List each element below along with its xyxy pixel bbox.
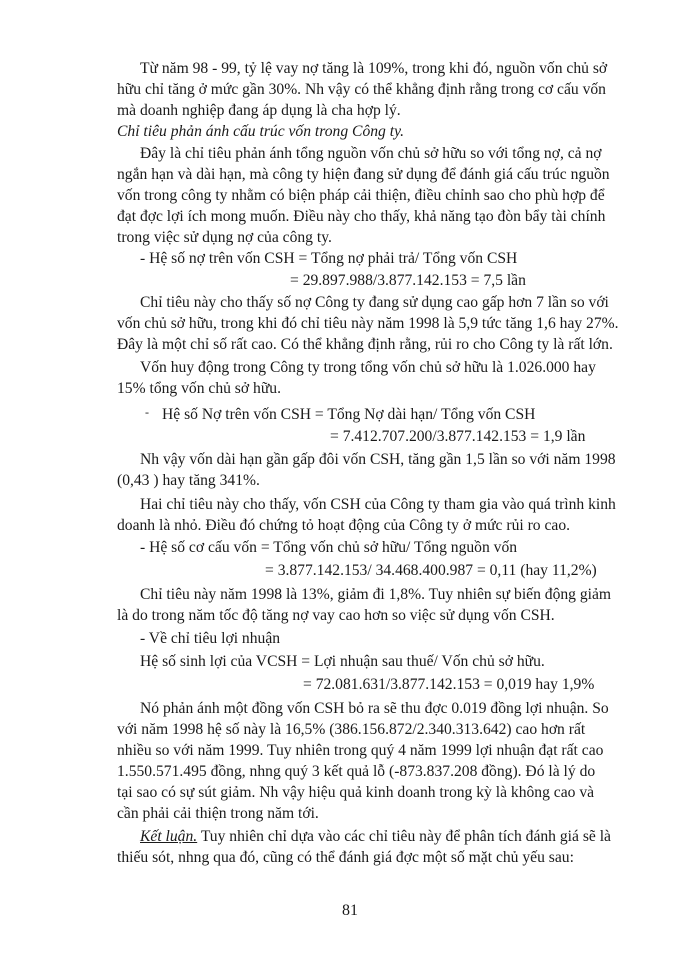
- conclusion-text: Tuy nhiên chỉ dựa vào các chỉ tiêu này để phân tích đánh giá sẽ là: [200, 828, 611, 845]
- bullet-marker: -: [145, 405, 149, 419]
- formula-line: - Hệ số nợ trên vốn CSH = Tổng nợ phải trả/ Tổng vốn CSH: [140, 250, 518, 267]
- text-line: với năm 1998 hệ số này là 16,5% (386.156.872/2.340.313.642) cao hơn rất: [117, 721, 586, 738]
- text-line: là do trong năm tốc độ tăng nợ vay cao hơn so việc sử dụng vốn CSH.: [117, 607, 555, 624]
- page-number: 81: [342, 902, 358, 919]
- formula-line: = 29.897.988/3.877.142.153 = 7,5 lần: [290, 272, 526, 289]
- text-line: Nó phản ánh một đồng vốn CSH bỏ ra sẽ thu đợc 0.019 đồng lợi nhuận. So: [140, 700, 609, 717]
- text-line: (0,43 ) hay tăng 341%.: [117, 472, 260, 489]
- text-line: Hai chỉ tiêu này cho thấy, vốn CSH của Công ty tham gia vào quá trình kinh: [140, 496, 616, 513]
- formula-line: = 72.081.631/3.877.142.153 = 0,019 hay 1,9%: [303, 676, 595, 693]
- text-line: Chỉ tiêu này năm 1998 là 13%, giảm đi 1,8%. Tuy nhiên sự biến động giảm: [140, 586, 612, 603]
- text-line: 15% tổng vốn chủ sở hữu.: [117, 380, 281, 397]
- section-heading: Chỉ tiêu phản ánh cấu trúc vốn trong Công ty.: [117, 123, 405, 140]
- formula-line: = 3.877.142.153/ 34.468.400.987 = 0,11 (hay 11,2%): [265, 562, 597, 579]
- text-line: Đây là một chỉ số rất cao. Có thể khẳng định rằng, rủi ro cho Công ty là rất lớn.: [117, 336, 613, 353]
- text-line: tại sao có sự sút giảm. Nh vậy hiệu quả kinh doanh trong kỳ là không cao và: [117, 784, 595, 801]
- formula-line: Hệ số sinh lợi của VCSH = Lợi nhuận sau thuế/ Vốn chủ sở hữu.: [140, 653, 545, 670]
- text-line: Vốn huy động trong Công ty trong tổng vốn chủ sở hữu là 1.026.000 hay: [140, 359, 596, 376]
- text-line: Đây là chỉ tiêu phản ánh tổng nguồn vốn chủ sở hữu so với tổng nợ, cả nợ: [140, 145, 602, 162]
- formula-line: - Hệ số cơ cấu vốn = Tổng vốn chủ sở hữu/ Tổng nguồn vốn: [140, 539, 518, 556]
- text-line: 1.550.571.495 đồng, nhng quý 3 kết quả lỗ (-873.837.208 đồng). Đó là lý do: [117, 763, 596, 780]
- text-line: nhiều so với năm 1999. Tuy nhiên trong quý 4 năm 1999 lợi nhuận đạt rất cao: [117, 742, 604, 759]
- conclusion-line: [140, 826, 611, 847]
- text-line: ngắn hạn và dài hạn, mà công ty hiện đang sử dụng để đánh giá cấu trúc nguồn: [117, 166, 610, 183]
- formula-line: = 7.412.707.200/3.877.142.153 = 1,9 lần: [330, 428, 586, 445]
- text-line: doanh là nhỏ. Điều đó chứng tỏ hoạt động của Công ty ở mức rủi ro cao.: [117, 517, 571, 534]
- text-line: thiếu sót, nhng qua đó, cũng có thể đánh giá đợc một số mặt chủ yếu sau:: [117, 849, 574, 866]
- text-line: Nh vậy vốn dài hạn gần gấp đôi vốn CSH, tăng gần 1,5 lần so với năm 1998: [140, 451, 616, 468]
- formula-line: Hệ số Nợ trên vốn CSH = Tổng Nợ dài hạn/ Tổng vốn CSH: [162, 406, 536, 423]
- text-line: hữu chỉ tăng ở mức gần 30%. Nh vậy có thể khẳng định rằng trong cơ cấu vốn: [117, 81, 606, 98]
- text-line: vốn trong công ty nhằm có biện pháp cải thiện, điều chỉnh sao cho phù hợp để: [117, 187, 605, 204]
- text-line: vốn chủ sở hữu, trong khi đó chỉ tiêu này năm 1998 là 5,9 tức tăng 1,6 hay 27%.: [117, 315, 619, 332]
- text-line: cần phải cải thiện trong năm tới.: [117, 805, 319, 822]
- text-line: Chỉ tiêu này cho thấy số nợ Công ty đang sử dụng cao gấp hơn 7 lần so với: [140, 294, 609, 311]
- text-line: đạt đợc lợi ích mong muốn. Điều này cho thấy, khả năng tạo đòn bẩy tài chính: [117, 208, 606, 225]
- text-line: mà doanh nghiệp đang áp dụng là cha hợp lý.: [117, 102, 401, 119]
- text-line: - Về chỉ tiêu lợi nhuận: [140, 630, 281, 647]
- text-line: trong việc sử dụng nợ của công ty.: [117, 229, 332, 246]
- text-line: Từ năm 98 - 99, tỷ lệ vay nợ tăng là 109%, trong khi đó, nguồn vốn chủ sở: [140, 60, 608, 77]
- conclusion-label: Kết luận.: [140, 828, 198, 845]
